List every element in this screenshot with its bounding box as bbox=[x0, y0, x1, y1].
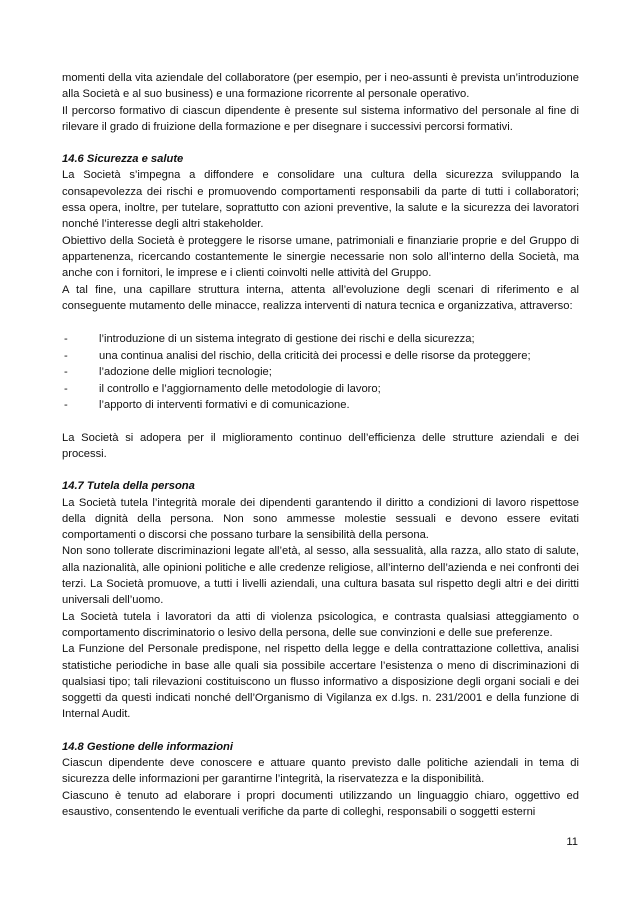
section-14-8-paragraph-2: Ciascuno è tenuto ad elaborare i propri documenti utilizzando un linguaggio chiaro, oggettivo ed esaustivo, consentendo le eventuali verifiche da parte di colleghi, responsabili o soggetti esterni bbox=[62, 789, 579, 818]
section-14-7-paragraph-3: La Società tutela i lavoratori da atti di violenza psicologica, e contrasta qualsiasi atteggiamento o comportamento discriminatorio o lesivo della persona, delle sue convinzioni e delle sue preferenze. bbox=[62, 610, 579, 639]
dash-icon: - bbox=[64, 399, 68, 412]
dash-icon: - bbox=[64, 349, 68, 362]
section-14-6-paragraph-3: A tal fine, una capillare struttura interna, attenta all’evoluzione degli scenari di riferimento e al conseguente mutamento delle minacce, realizza interventi di natura tecnica e organizzativa, attraverso: bbox=[62, 283, 579, 312]
section-14-7-heading: 14.7 Tutela della persona bbox=[62, 480, 195, 493]
dash-icon: - bbox=[64, 333, 68, 346]
section-14-6-paragraph-2: Obiettivo della Società è proteggere le risorse umane, patrimoniali e finanziarie proprie e del Gruppo di appartenenza, ricercando costantemente le sinergie necessarie non solo all’interno della Società, ma anche con i fornitori, le imprese e i clienti coinvolti nelle attività del Gruppo. bbox=[62, 234, 579, 280]
section-14-7-paragraph-2: Non sono tollerate discriminazioni legate all’età, al sesso, alla sessualità, alla razza, allo stato di salute, alla nazionalità, alle opinioni politiche e alle credenze religiose, all’interno dell’azienda e nei confronti dei terzi. La Società promuove, a tutti i livelli aziendali, una cultura basata sul rispetto degli altri e dei diritti universali dell’uomo. bbox=[62, 545, 579, 607]
section-14-6-heading: 14.6 Sicurezza e salute bbox=[62, 153, 184, 166]
dash-icon: - bbox=[64, 366, 68, 379]
dash-icon: - bbox=[64, 382, 68, 395]
intro-paragraph-2: Il percorso formativo di ciascun dipendente è presente sul sistema informativo del personale al fine di rilevare il grado di fruizione della formazione e per disegnare i successivi percorsi formativi. bbox=[62, 104, 579, 133]
section-14-8-paragraph-1: Ciascun dipendente deve conoscere e attuare quanto previsto dalle politiche aziendali in tema di sicurezza delle informazioni per garantirne l’integrità, la riservatezza e la disponibilità. bbox=[62, 757, 579, 786]
page-number: 11 bbox=[566, 836, 578, 848]
intro-paragraph-1: momenti della vita aziendale del collaboratore (per esempio, per i neo-assunti è prevista un’introduzione alla Società e al suo business) e una formazione ricorrente al personale operativo. bbox=[62, 72, 579, 101]
list-item: - una continua analisi del rischio, della criticità dei processi e delle risorse da proteggere; bbox=[62, 348, 579, 365]
document-page bbox=[62, 70, 579, 820]
section-14-7-paragraph-1: La Società tutela l’integrità morale dei dipendenti garantendo il diritto a condizioni di lavoro rispettose della dignità della persona. Non sono ammesse molestie sessuali e devono essere evitati comportamenti o discorsi che possano turbare la sensibilità della persona. bbox=[62, 496, 579, 542]
section-14-6-bullet-list bbox=[62, 331, 579, 414]
section-14-7-paragraph-4: La Funzione del Personale predispone, nel rispetto della legge e della contrattazione collettiva, analisi statistiche periodiche in base alle quali sia possibile accertare l’esistenza o meno di discriminazioni di qualsiasi tipo; tali rilevazioni costituiscono un flusso informativo a disposizione degli organi sociali e dei soggetti da questi indicati nonché dell’Organismo di Vigilanza ex d.lgs. n. 231/2001 e della funzione di Internal Audit. bbox=[62, 643, 579, 721]
list-item: - l’introduzione di un sistema integrato di gestione dei rischi e della sicurezza; bbox=[62, 331, 579, 348]
section-14-6-paragraph-4: La Società si adopera per il miglioramento continuo dell’efficienza delle strutture aziendali e dei processi. bbox=[62, 431, 579, 460]
section-14-8-heading: 14.8 Gestione delle informazioni bbox=[62, 740, 233, 753]
list-item: - l’apporto di interventi formativi e di comunicazione. bbox=[62, 397, 579, 414]
section-14-6-paragraph-1: La Società s’impegna a diffondere e consolidare una cultura della sicurezza sviluppando la consapevolezza dei rischi e promuovendo comportamenti responsabili da parte di tutti i collaboratori; essa opera, inoltre, per tutelare, soprattutto con azioni preventive, la salute e la sicurezza dei lavoratori nonché l’interesse degli altri stakeholder. bbox=[62, 169, 579, 231]
list-item: - l’adozione delle migliori tecnologie; bbox=[62, 364, 579, 381]
list-item: - il controllo e l’aggiornamento delle metodologie di lavoro; bbox=[62, 381, 579, 398]
